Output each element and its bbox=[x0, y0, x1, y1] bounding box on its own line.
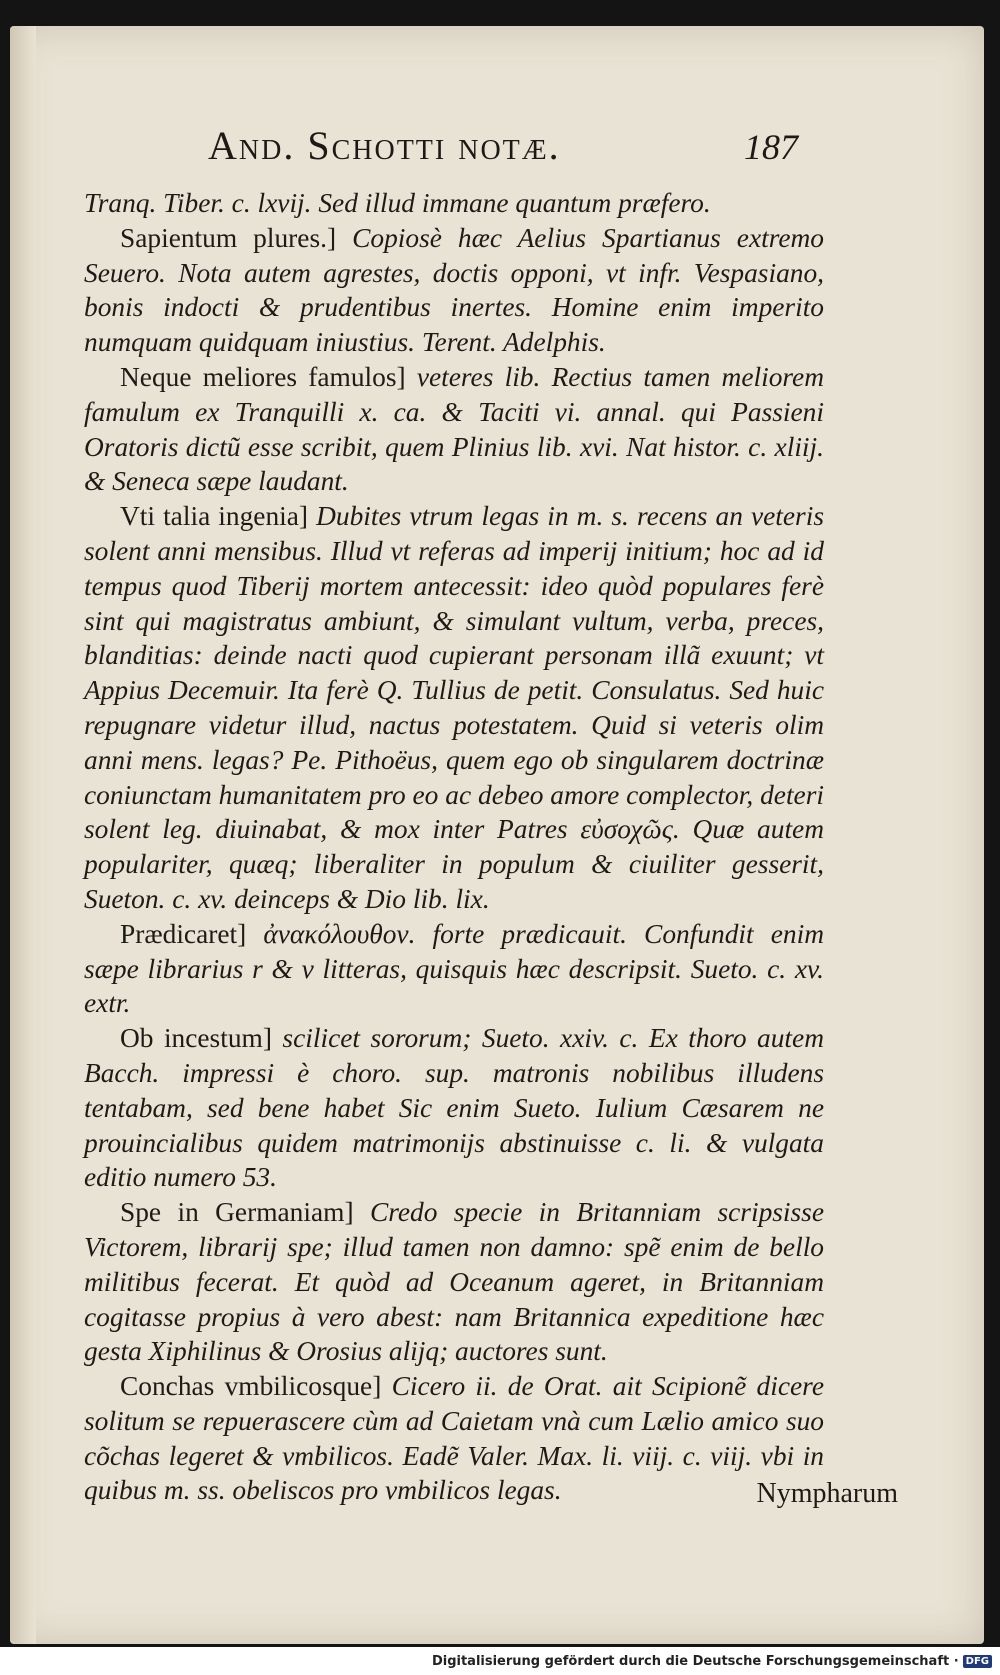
lemma: Prædicaret] bbox=[120, 918, 247, 949]
paragraph-8 bbox=[84, 1369, 824, 1508]
dfg-logo-icon: DFG bbox=[963, 1655, 992, 1668]
catchword: Nympharum bbox=[756, 1478, 898, 1509]
gloss: Credo specie in Britanniam scripsisse Victorem, librarij spe; illud tamen non damno: spẽ enim de bello militibus fecerat. Et quòd ad Oceanum ageret, in Britanniam cogitasse propius à vero abest: nam Britannica expeditione hæc gesta Xiphilinus & Orosius alijq; auctores sunt. bbox=[84, 1197, 825, 1367]
gloss: Tranq. Tiber. c. lxvij. Sed illud immane quantum præfero. bbox=[84, 188, 711, 218]
gloss: Copiosè hæc Aelius Spartianus extremo Seuero. Nota autem agrestes, doctis opponi, vt infr. Vespasiano, bonis indocti & prudentibus inertes. Homine enim imperito numquam quidquam iniustius. Terent. Adelphis. bbox=[84, 222, 824, 358]
gloss: ἀνακόλουθον. forte prædicauit. Confundit enim sæpe librarius r & v litteras, quisquis hæc descripsit. Sueto. c. xv. extr. bbox=[84, 918, 824, 1019]
lemma: Neque meliores famulos] bbox=[120, 361, 406, 392]
credit-text: Digitalisierung gefördert durch die Deutsche Forschungsgemeinschaft · bbox=[431, 1653, 959, 1669]
gloss: Dubites vtrum legas in m. s. recens an veteris solent anni mensibus. Illud vt referas ad imperij initium; hoc ad id tempus quod Tiberij mortem antecessit: ideo quòd populares ferè sint qui magistratus ambiunt, & simulant vultum, verba, preces, blanditias: deinde nacti quod cupierant personam illã exuunt; vt Appius Decemuir. Ita ferè Q. Tullius de petit. Consulatus. Sed huic repugnare videtur illud, nactus potestatem. Quid si veteris olim anni mens. legas? Pe. Pithoëus, quem ego ob singularem doctrinæ coniunctam humanitatem pro eo ac debeo amore complector, deteri solent leg. diuinabat, & mox inter Patres εὐσοχῶς. Quæ autem populariter, quæq; liberaliter in populum & ciuiliter gesserit, Sueton. c. xv. deinceps & Dio lib. lix. bbox=[84, 501, 824, 914]
running-head: And. Schotti notæ. bbox=[208, 123, 561, 168]
digitization-credit-bar bbox=[0, 1647, 1000, 1675]
page-gutter-shadow bbox=[10, 26, 36, 1644]
lemma: Ob incestum] bbox=[120, 1023, 272, 1054]
paragraph-4 bbox=[84, 499, 824, 917]
paragraph-2 bbox=[84, 221, 824, 360]
commentary-text bbox=[84, 186, 824, 1508]
lemma: Vti talia ingenia] bbox=[120, 501, 309, 532]
paragraph-7 bbox=[84, 1195, 824, 1369]
paragraph-5 bbox=[84, 917, 824, 1021]
gloss: scilicet sororum; Sueto. xxiv. c. Ex thoro autem Bacch. impressi è choro. sup. matronis nobilibus illudens tentabam, sed bene habet Sic enim Sueto. Iulium Cæsarem ne prouincialibus quidem matrimonijs abstinuisse c. li. & vulgata editio numero 53. bbox=[84, 1023, 824, 1193]
lemma: Conchas vmbilicosque] bbox=[120, 1371, 382, 1402]
lemma: Sapientum plures.] bbox=[120, 222, 337, 253]
page-number: 187 bbox=[744, 127, 798, 167]
paragraph-6 bbox=[84, 1021, 824, 1195]
gloss: veteres lib. Rectius tamen meliorem famulum ex Tranquilli x. ca. & Taciti vi. annal. qui Passieni Oratoris dictũ esse scribit, quem Plinius lib. xvi. Nat histor. c. xliij. & Seneca sæpe laudant. bbox=[84, 361, 824, 497]
paragraph-1 bbox=[84, 186, 824, 221]
lemma: Spe in Germaniam] bbox=[120, 1197, 354, 1228]
paragraph-3 bbox=[84, 360, 824, 499]
page-header bbox=[208, 122, 798, 182]
gloss: Cicero ii. de Orat. ait Scipionẽ dicere solitum se repuerascere cùm ad Caietam vnà cum Lælio amico suo cõchas legeret & vmbilicos. Eadẽ Valer. Max. li. viij. c. viij. vbi in quibus m. ss. obeliscos pro vmbilicos legas. bbox=[84, 1371, 824, 1506]
